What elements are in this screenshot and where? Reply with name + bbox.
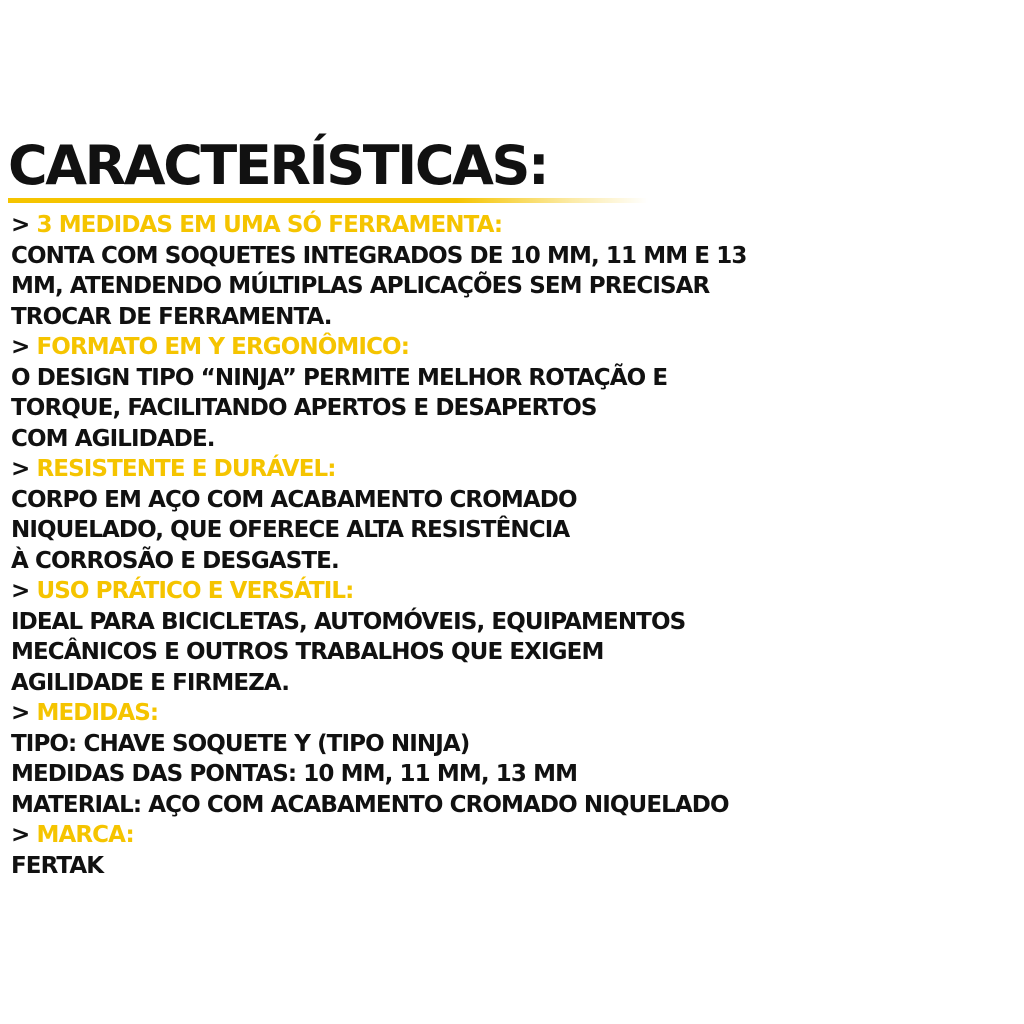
heading-text: MEDIDAS: [36, 700, 159, 726]
heading-text: FORMATO EM Y ERGONÔMICO: [36, 334, 410, 360]
title-underline [8, 198, 648, 203]
body-line: CORPO EM AÇO COM ACABAMENTO CROMADO [11, 486, 577, 513]
body-line: O DESIGN TIPO “NINJA” PERMITE MELHOR ROTAÇÃO E [11, 364, 668, 391]
body-line: COM AGILIDADE. [11, 425, 215, 452]
features-list [11, 210, 1011, 881]
body-line: MM, ATENDENDO MÚLTIPLAS APLICAÇÕES SEM PRECISAR [11, 273, 710, 299]
section-medidas [11, 698, 1011, 820]
section-3-medidas [11, 210, 1011, 332]
section-heading [11, 210, 1011, 241]
body-line: MECÂNICOS E OUTROS TRABALHOS QUE EXIGEM [11, 639, 604, 665]
section-heading [11, 698, 1011, 729]
heading-text: USO PRÁTICO E VERSÁTIL: [36, 578, 354, 604]
section-resistente [11, 454, 1011, 576]
bullet-marker: > [11, 578, 30, 604]
body-line: FERTAK [11, 852, 104, 879]
heading-text: RESISTENTE E DURÁVEL: [36, 456, 336, 482]
section-marca [11, 820, 1011, 881]
body-line: TROCAR DE FERRAMENTA. [11, 303, 332, 330]
section-heading [11, 454, 1011, 485]
section-uso-pratico [11, 576, 1011, 698]
body-line: IDEAL PARA BICICLETAS, AUTOMÓVEIS, EQUIPAMENTOS [11, 608, 686, 635]
section-heading [11, 576, 1011, 607]
body-line: À CORROSÃO E DESGASTE. [11, 547, 339, 574]
bullet-marker: > [11, 700, 30, 726]
heading-text: MARCA: [36, 822, 134, 848]
body-line: MEDIDAS DAS PONTAS: 10 MM, 11 MM, 13 MM [11, 761, 578, 787]
body-line: CONTA COM SOQUETES INTEGRADOS DE 10 MM, 11 MM E 13 [11, 242, 747, 269]
page-title: CARACTERÍSTICAS: [8, 134, 548, 197]
body-line: MATERIAL: AÇO COM ACABAMENTO CROMADO NIQUELADO [11, 791, 729, 818]
bullet-marker: > [11, 334, 30, 360]
body-line: NIQUELADO, QUE OFERECE ALTA RESISTÊNCIA [11, 517, 570, 543]
bullet-marker: > [11, 212, 30, 238]
section-heading [11, 332, 1011, 363]
section-formato-y [11, 332, 1011, 454]
body-line: TORQUE, FACILITANDO APERTOS E DESAPERTOS [11, 395, 597, 421]
bullet-marker: > [11, 822, 30, 848]
body-line: AGILIDADE E FIRMEZA. [11, 669, 290, 696]
bullet-marker: > [11, 456, 30, 482]
body-line: TIPO: CHAVE SOQUETE Y (TIPO NINJA) [11, 730, 470, 757]
section-heading [11, 820, 1011, 851]
heading-text: 3 MEDIDAS EM UMA SÓ FERRAMENTA: [36, 212, 503, 238]
